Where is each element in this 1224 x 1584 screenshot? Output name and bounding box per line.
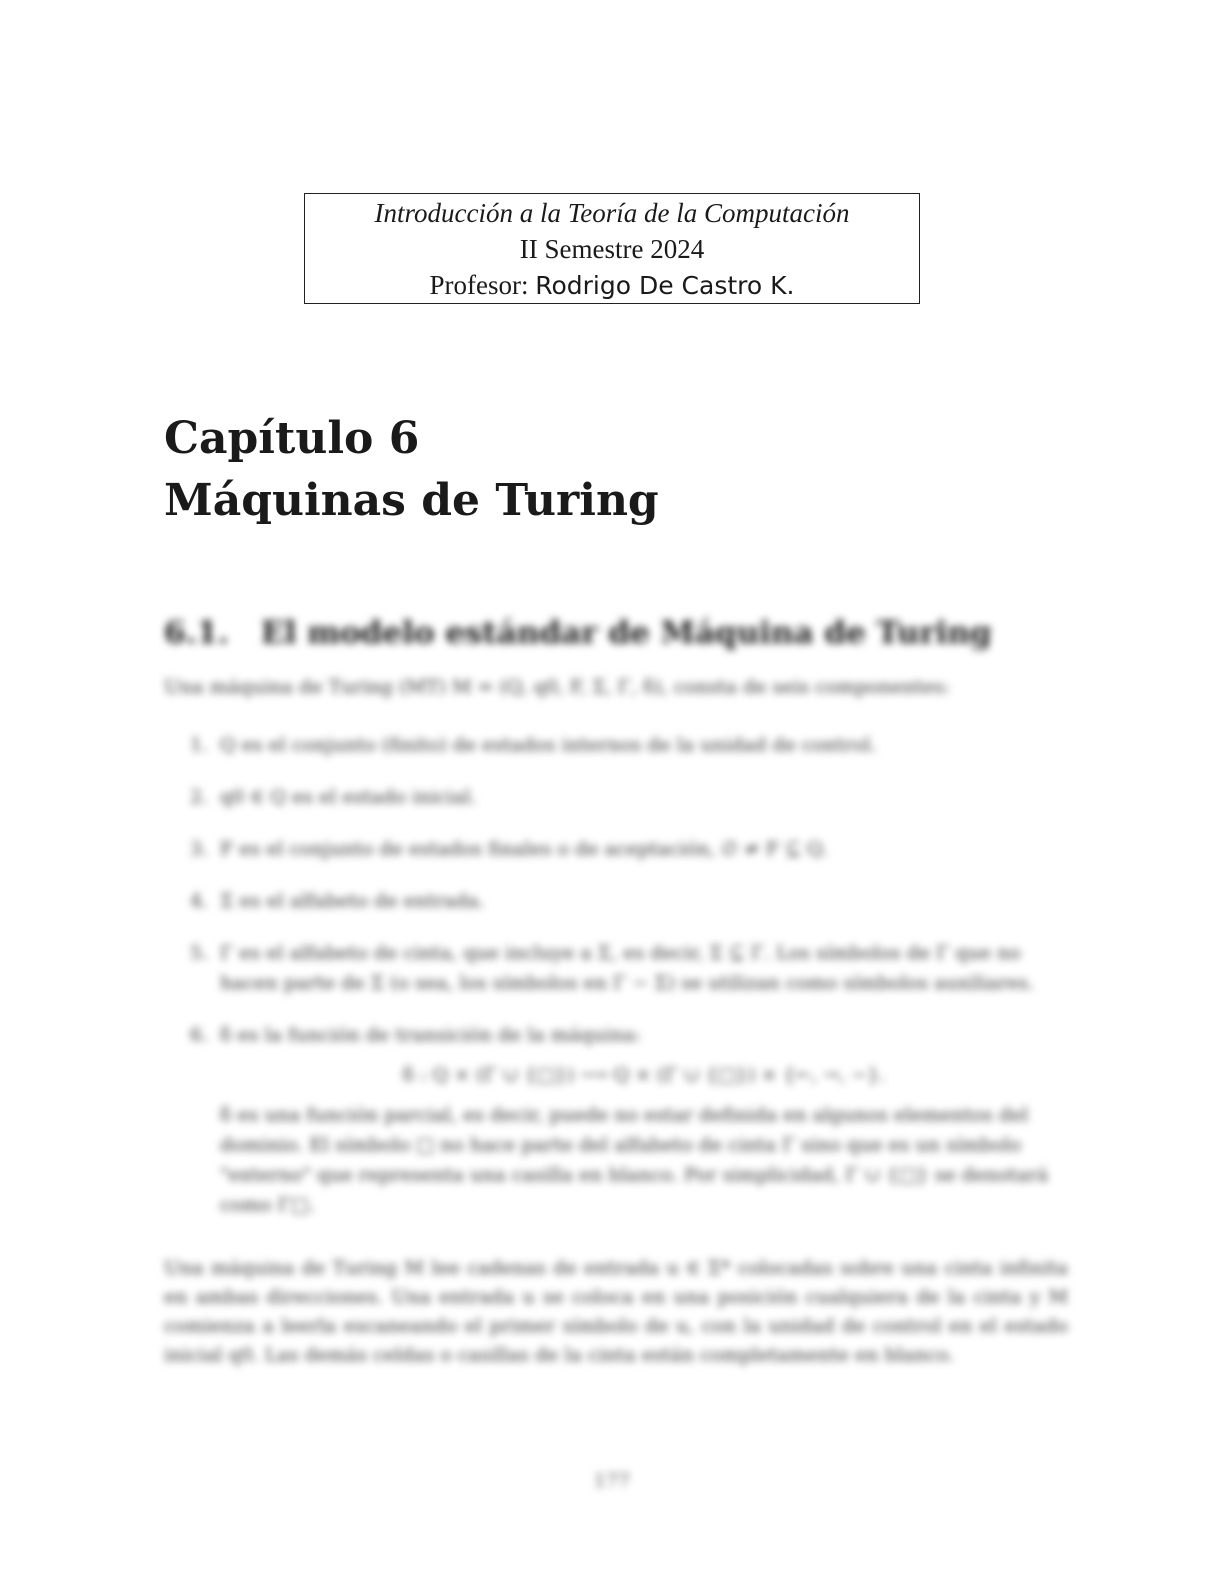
list-item: 3. F es el conjunto de estados finales o de aceptación, ∅ ≠ F ⊆ Q. xyxy=(190,838,828,860)
body-paragraph: Una máquina de Turing M lee cadenas de entrada u ∈ Σ* colocadas sobre una cinta infinita en ambas direcciones. Una entrada u se coloca en una posición cualquiera de la cinta y M comienza a leerla escaneando el primer símbolo de u, con la unidad de control en el estado inicial q0. Las demás celdas o casillas de la cinta están completamente en blanco. xyxy=(164,1257,1068,1366)
list-item: 1. Q es el conjunto (finito) de estados internos de la unidad de control. xyxy=(190,734,877,756)
formula-note: δ es una función parcial, es decir, puede no estar definida en algunos elementos del dominio. El símbolo □ no hace parte del alfabeto de cinta Γ sino que es un símbolo "externo" que representa una casilla en blanco. Por simplicidad, Γ ∪ {□} se denotará como Γ□. xyxy=(220,1104,1049,1216)
components-list xyxy=(190,730,1068,1242)
list-item: 2. q0 ∈ Q es el estado inicial. xyxy=(190,786,477,808)
professor-label: Profesor: xyxy=(429,270,529,300)
list-item: 6. δ es la función de transición de la máquina: δ : Q × (Γ ∪ {□}) ⟶ Q × (Γ ∪ {□}) × {←, →, −}. δ es una función parcial, es decir, puede no estar definida en algunos elementos del dominio. El símbolo □ no hace parte del alfabeto de cinta Γ sino que es un símbolo "externo" que representa una casilla en blanco. Por simplicidad, Γ ∪ {□} se denotará como Γ□. xyxy=(190,1020,1068,1220)
section-number: 6.1. xyxy=(164,615,229,651)
page-number: 177 xyxy=(593,1470,631,1492)
professor-line xyxy=(305,267,919,304)
section-intro: Una máquina de Turing (MT) M = (Q, q0, F, Σ, Γ, δ), consta de seis componentes: xyxy=(164,676,950,698)
professor-name: Rodrigo De Castro K. xyxy=(535,271,795,300)
course-title: Introducción a la Teoría de la Computación xyxy=(374,198,850,228)
course-header-box xyxy=(304,193,920,304)
semester: II Semestre 2024 xyxy=(519,234,705,264)
list-item: 4. Σ es el alfabeto de entrada. xyxy=(190,890,485,912)
section-title xyxy=(164,615,992,651)
chapter-heading xyxy=(164,408,659,532)
section-title-text: El modelo estándar de Máquina de Turing xyxy=(261,615,992,651)
list-item: 5. Γ es el alfabeto de cinta, que incluye a Σ, es decir, Σ ⊆ Γ. Los símbolos de Γ que no hacen parte de Σ (o sea, los símbolos en Γ − Σ) se utilizan como símbolos auxiliares. xyxy=(190,942,1035,994)
chapter-label: Capítulo 6 xyxy=(164,413,420,464)
transition-formula: δ : Q × (Γ ∪ {□}) ⟶ Q × (Γ ∪ {□}) × {←, →, −}. xyxy=(402,1064,886,1086)
chapter-title: Máquinas de Turing xyxy=(164,475,659,526)
